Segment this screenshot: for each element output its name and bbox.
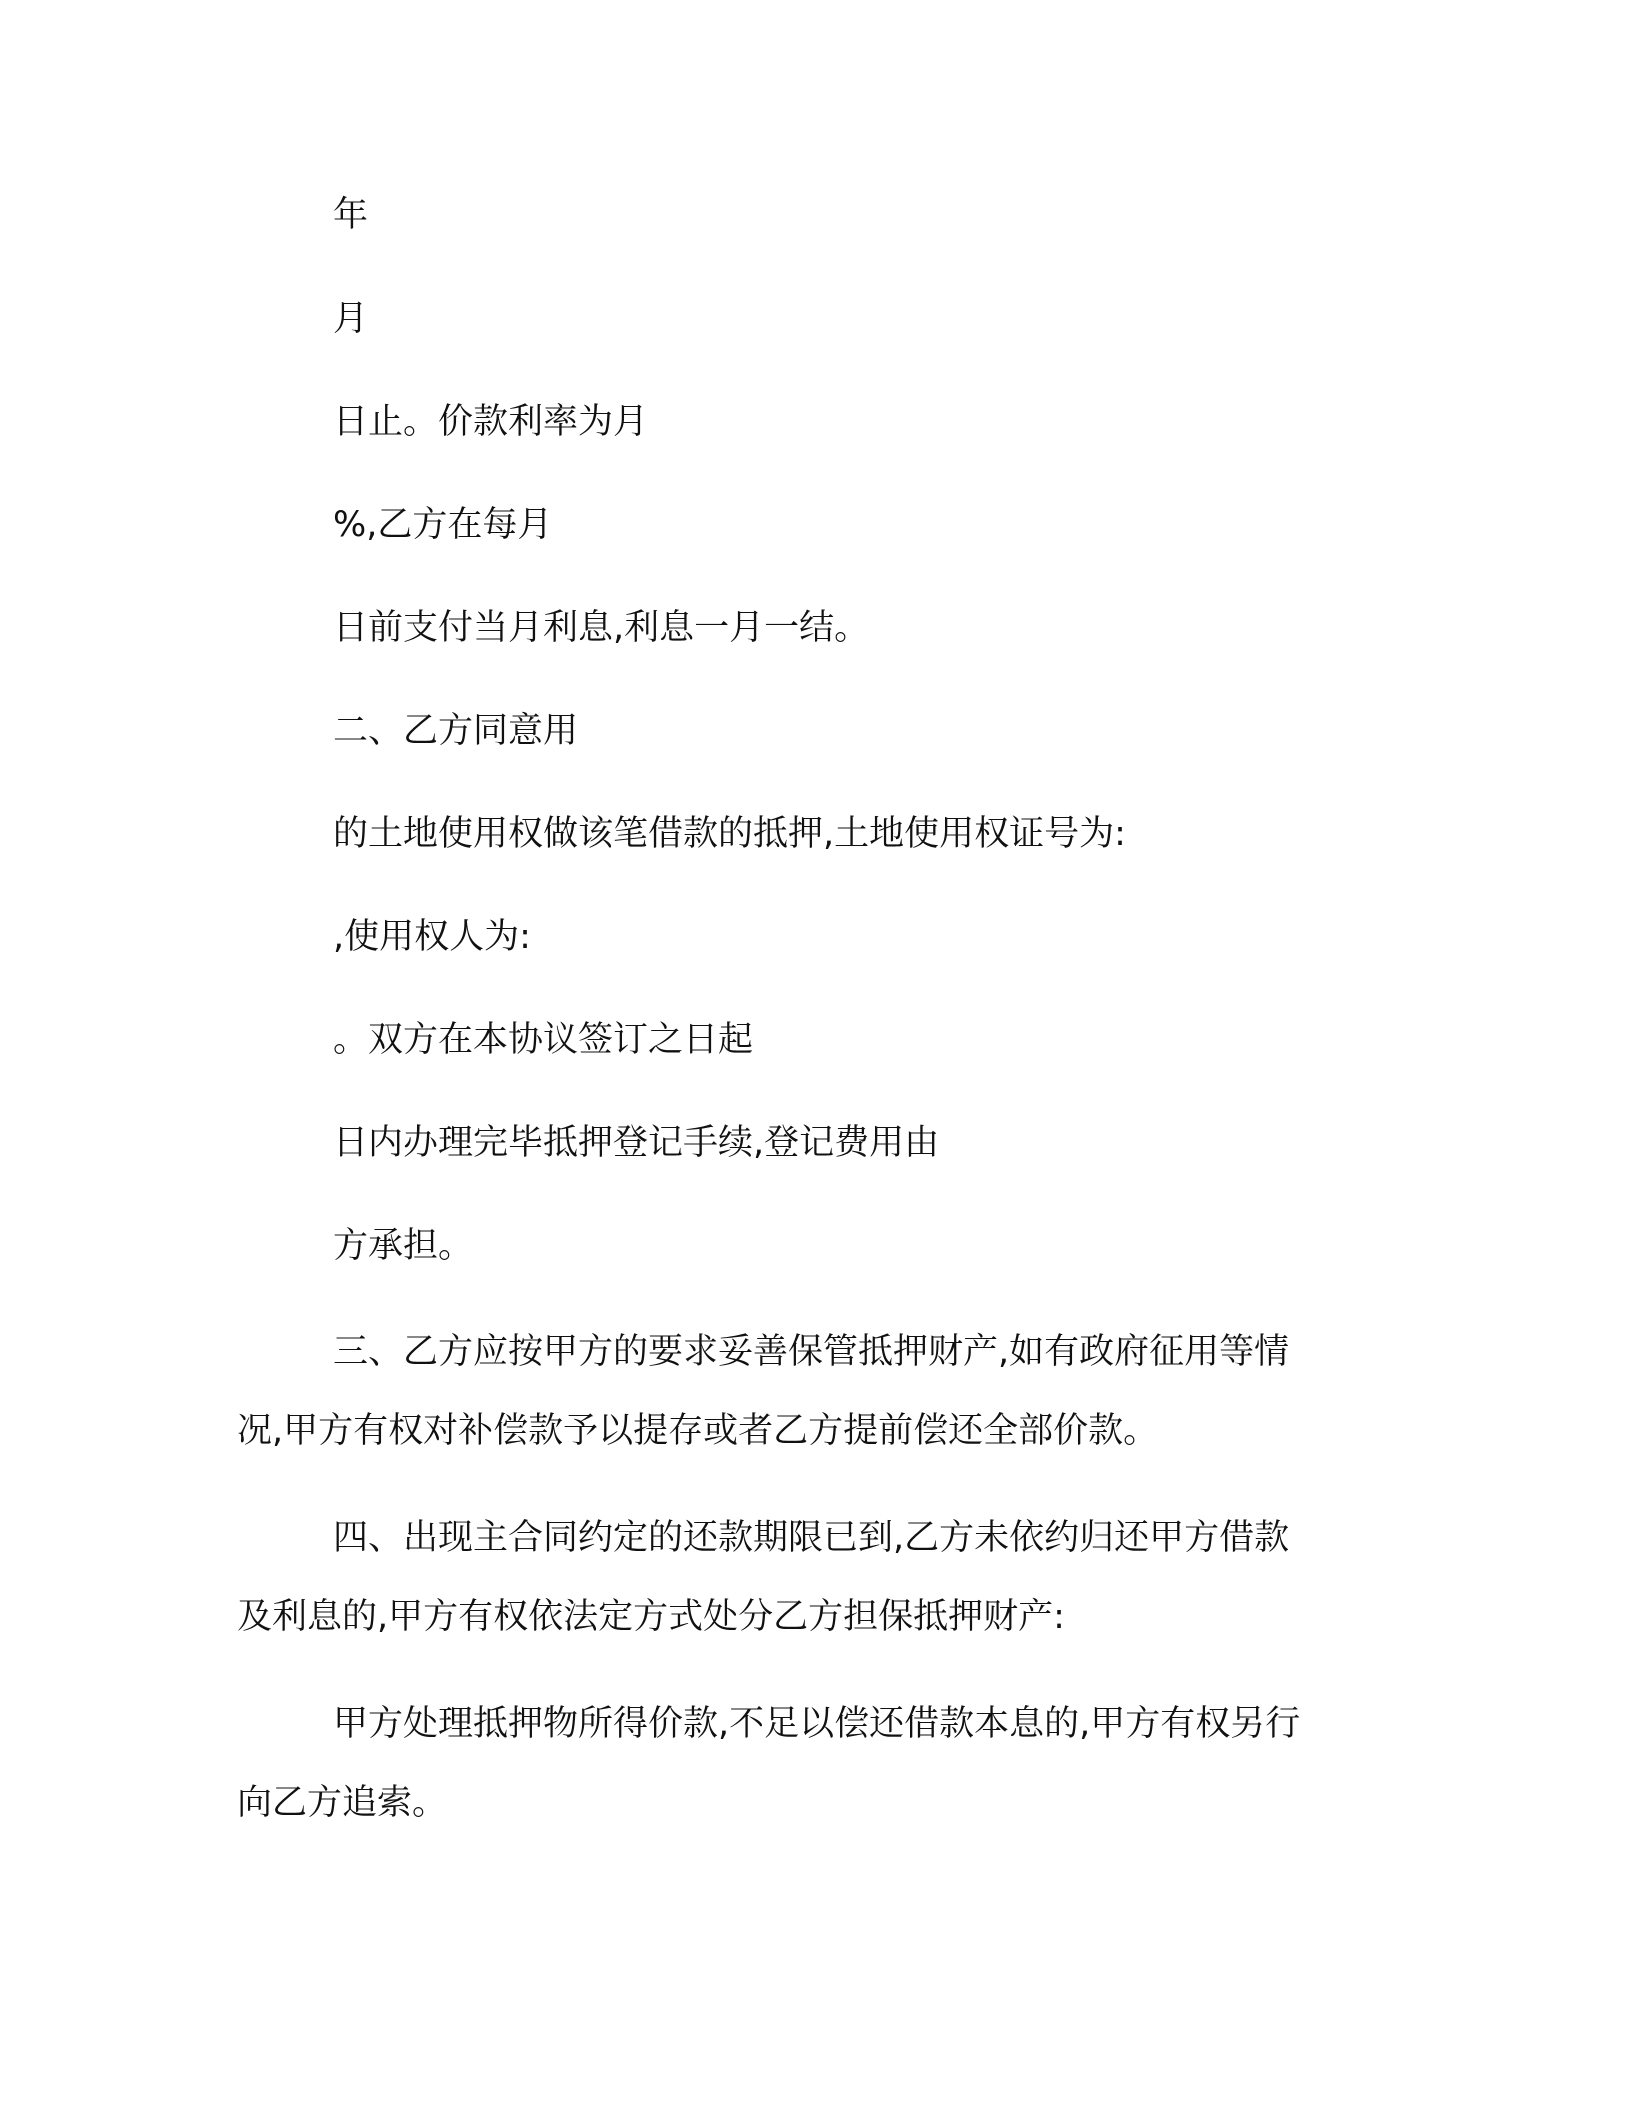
clause-two-heading: 二、乙方同意用 [333,711,579,751]
disposal-paragraph [237,1685,1357,1843]
clause-four-paragraph [237,1499,1357,1657]
text-line-interest-rate: 日止。价款利率为月 [333,402,649,442]
text-line-month: 月 [333,299,369,339]
text-line-year: 年 [333,195,369,235]
text-line-interest-payment: 日前支付当月利息,利息一月一结。 [333,608,870,648]
clause-four-line-1: 四、出现主合同约定的还款期限已到,乙方未依约归还甲方借款 [333,1518,1290,1558]
clause-three-line-2: 况,甲方有权对补偿款予以提存或者乙方提前偿还全部价款。 [237,1411,1159,1451]
text-line-land-use-right: 的土地使用权做该笔借款的抵押,土地使用权证号为: [333,814,1126,854]
disposal-line-1: 甲方处理抵押物所得价款,不足以偿还借款本息的,甲方有权另行 [333,1704,1301,1744]
clause-three-line-1: 三、乙方应按甲方的要求妥善保管抵押财产,如有政府征用等情 [333,1332,1290,1372]
text-line-right-holder: ,使用权人为: [333,917,531,957]
text-line-signing-date: 。双方在本协议签订之日起 [333,1020,754,1060]
text-line-registration: 日内办理完毕抵押登记手续,登记费用由 [333,1123,940,1163]
disposal-line-2: 向乙方追索。 [237,1783,448,1823]
clause-three-paragraph [237,1313,1357,1471]
text-line-cost-bearer: 方承担。 [333,1226,474,1266]
text-line-payment-day: %,乙方在每月 [333,505,553,545]
clause-four-line-2: 及利息的,甲方有权依法定方式处分乙方担保抵押财产: [237,1597,1065,1637]
